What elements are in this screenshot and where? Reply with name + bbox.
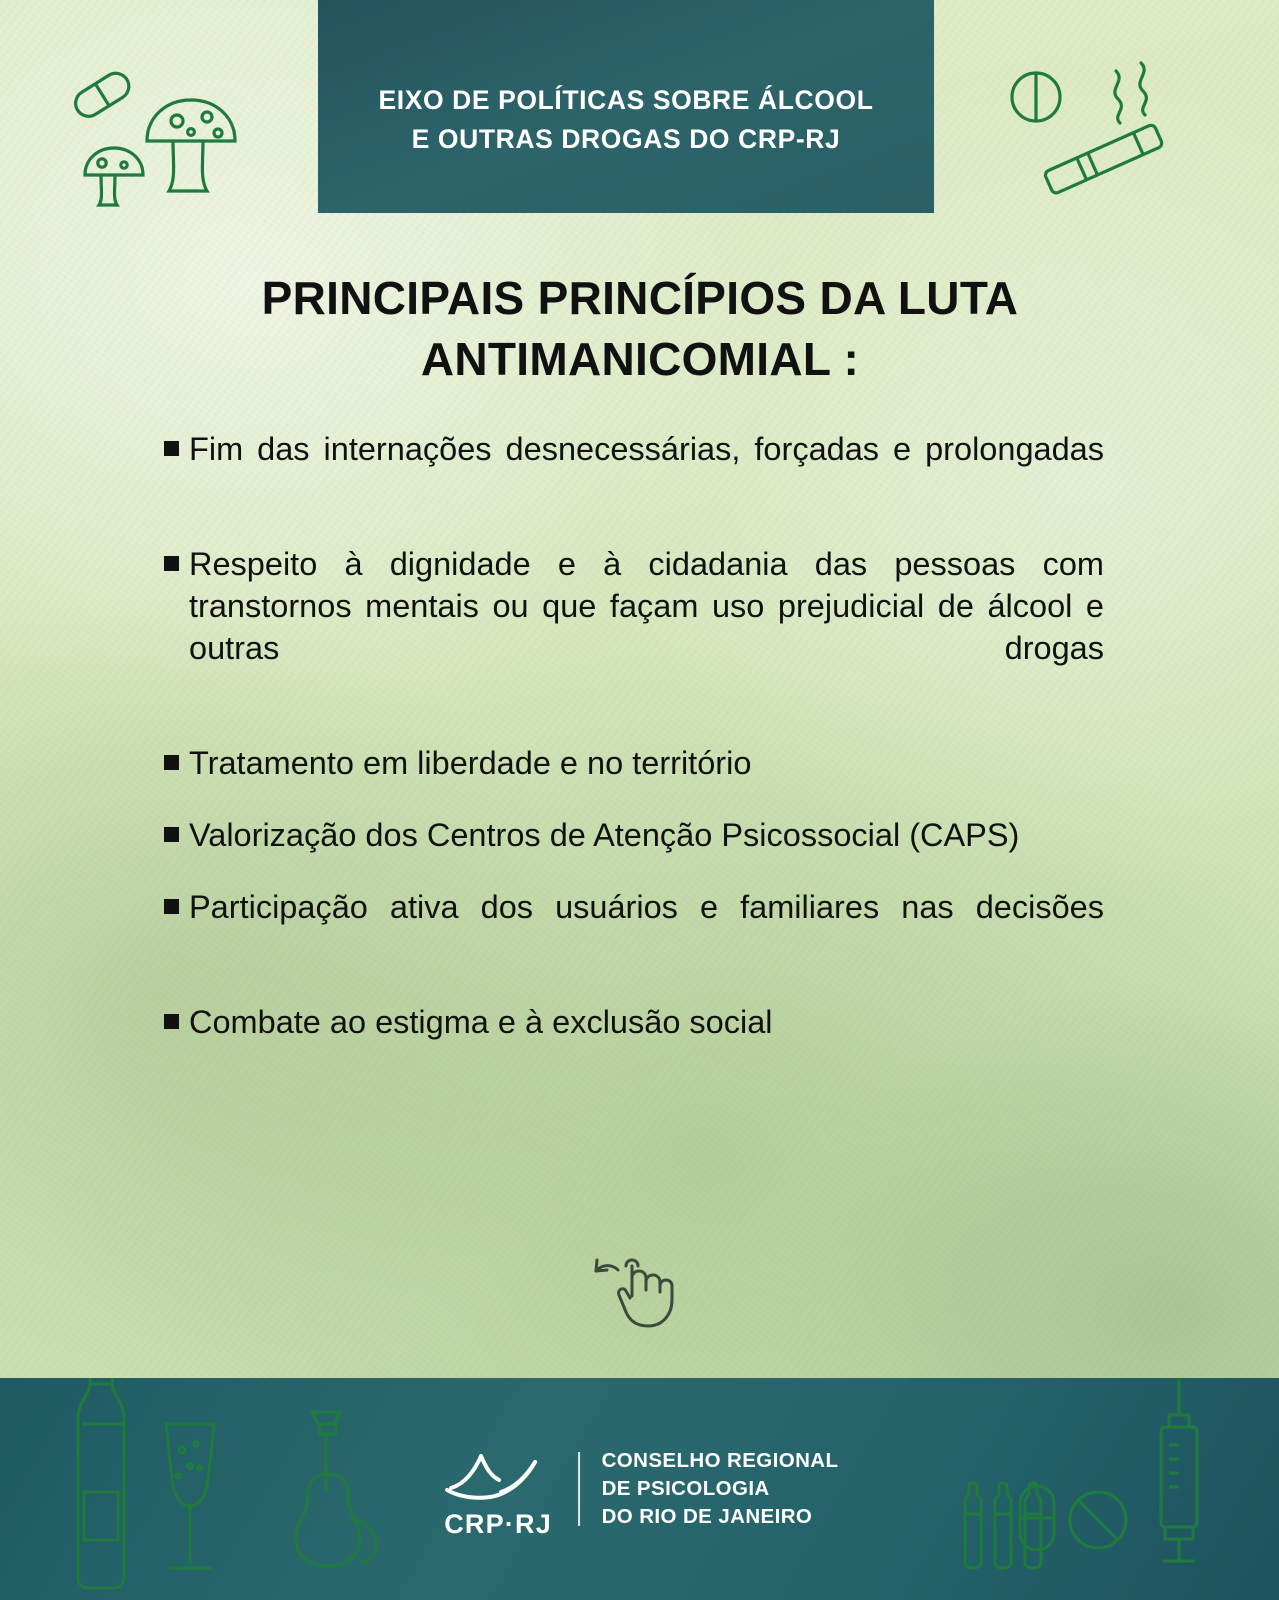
pills-mushrooms-icon xyxy=(55,55,265,225)
organization-name xyxy=(602,1447,839,1532)
hookah-icon xyxy=(268,1402,388,1582)
page-title-line-1: PRINCIPAIS PRINCÍPIOS DA LUTA xyxy=(261,272,1019,324)
organization-line-2: DE PSICOLOGIA xyxy=(601,1476,770,1500)
syringe-icon xyxy=(1139,1378,1219,1575)
list-item-text: Fim das internações desnecessárias, forçadas e prolongadas xyxy=(189,431,1104,467)
crp-logo-mark xyxy=(441,1438,556,1540)
page-title xyxy=(120,268,1160,390)
list-item xyxy=(164,886,1104,971)
list-item xyxy=(164,543,1104,712)
bullet-square-icon xyxy=(164,441,179,456)
ampoules-icon xyxy=(959,1470,1069,1580)
bullet-square-icon xyxy=(164,755,179,770)
pill-capsule-icon xyxy=(1014,1478,1134,1558)
bullet-square-icon xyxy=(164,1014,179,1029)
list-item-text: Participação ativa dos usuários e familiares nas decisões xyxy=(189,889,1104,925)
list-item xyxy=(164,742,1104,784)
champagne-bottle-icon xyxy=(60,1378,146,1592)
crp-acronym: CRP·RJ xyxy=(444,1509,552,1539)
header-band xyxy=(318,0,934,213)
list-item-text: Valorização dos Centros de Atenção Psicossocial (CAPS) xyxy=(189,816,1020,853)
list-item xyxy=(164,428,1104,513)
list-item-text: Tratamento em liberdade e no território xyxy=(189,744,752,781)
footer-logo-lockup xyxy=(441,1438,839,1540)
header-title xyxy=(378,55,873,158)
swipe-hand-icon[interactable] xyxy=(588,1248,688,1338)
page-title-line-2: ANTIMANICOMIAL : xyxy=(420,333,860,386)
footer-band xyxy=(0,1378,1279,1600)
bullet-square-icon xyxy=(164,827,179,842)
bullet-square-icon xyxy=(164,556,179,571)
champagne-glass-icon xyxy=(148,1410,232,1590)
organization-line-1: CONSELHO REGIONAL xyxy=(601,1448,839,1472)
header-title-line-1: EIXO DE POLÍTICAS SOBRE ÁLCOOL xyxy=(378,85,874,116)
list-item-text: Combate ao estigma e à exclusão social xyxy=(189,1003,773,1040)
list-item-text: Respeito à dignidade e à cidadania das pessoas com transtornos mentais ou que façam uso prejudicial de álcool e outras drogas xyxy=(189,545,1104,666)
bullet-square-icon xyxy=(164,899,179,914)
list-item xyxy=(164,814,1104,856)
header-title-line-2: E OUTRAS DROGAS DO CRP-RJ xyxy=(411,123,841,154)
list-item xyxy=(164,1001,1104,1043)
cigarette-icon xyxy=(1004,55,1204,205)
principles-list xyxy=(164,428,1104,1073)
logo-divider xyxy=(578,1452,580,1526)
organization-line-3: DO RIO DE JANEIRO xyxy=(601,1505,813,1529)
